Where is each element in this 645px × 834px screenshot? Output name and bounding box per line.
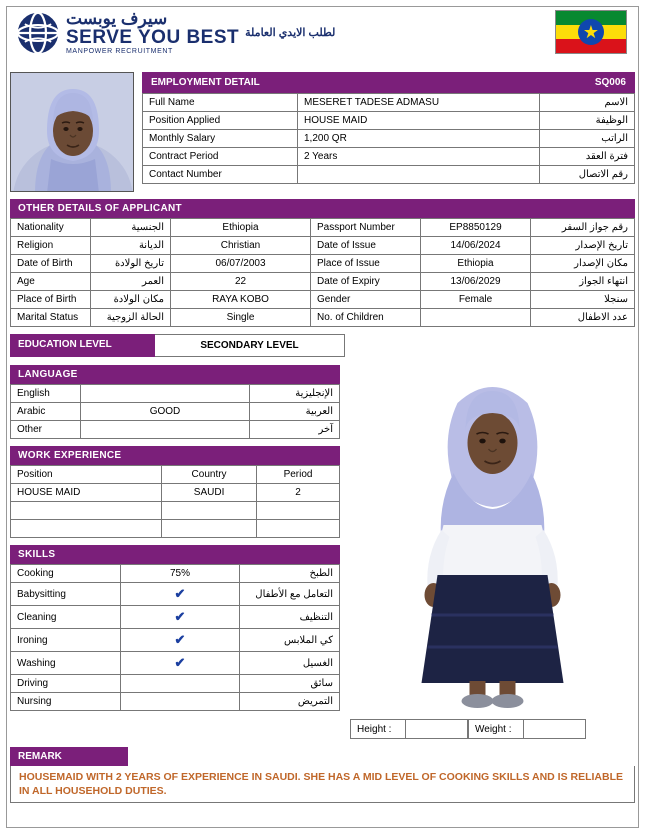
row-value-2: 14/06/2024 xyxy=(421,237,531,255)
language-section-title: LANGUAGE xyxy=(10,365,340,384)
row-value xyxy=(298,166,540,184)
table-row xyxy=(11,219,635,237)
table-row xyxy=(11,652,340,675)
row-value: 06/07/2003 xyxy=(171,255,311,273)
table-row xyxy=(11,520,340,538)
row-label: Monthly Salary xyxy=(143,130,298,148)
skill-label: Driving xyxy=(11,675,121,693)
remark-title: REMARK xyxy=(10,747,128,766)
table-row xyxy=(143,112,635,130)
left-column xyxy=(10,365,340,739)
table-row xyxy=(11,403,340,421)
row-label: Other xyxy=(11,421,81,439)
row-value-2: 13/06/2029 xyxy=(421,273,531,291)
table-row xyxy=(11,291,635,309)
row-label: Nationality xyxy=(11,219,91,237)
table-row xyxy=(143,148,635,166)
row-value: 1,200 QR xyxy=(298,130,540,148)
row-label-2: No. of Children xyxy=(311,309,421,327)
row-value: HOUSE MAID xyxy=(298,112,540,130)
row-label-2: Date of Expiry xyxy=(311,273,421,291)
row-arabic-2: انتهاء الجواز xyxy=(531,273,635,291)
full-body-illustration xyxy=(350,365,635,715)
row-value: 22 xyxy=(171,273,311,291)
cell-position: HOUSE MAID xyxy=(11,484,162,502)
row-label: Arabic xyxy=(11,403,81,421)
portrait-illustration xyxy=(11,73,134,192)
table-row xyxy=(11,502,340,520)
skill-value xyxy=(120,693,240,711)
row-arabic-2: رقم جواز السفر xyxy=(531,219,635,237)
row-value-2 xyxy=(421,309,531,327)
other-details-block xyxy=(10,199,635,327)
row-arabic-label: الجنسية xyxy=(91,219,171,237)
education-level-row xyxy=(10,334,635,357)
row-arabic-label: الحالة الزوجية xyxy=(91,309,171,327)
row-label: Position Applied xyxy=(143,112,298,130)
skill-value: ✔ xyxy=(120,629,240,652)
row-value-2: Ethiopia xyxy=(421,255,531,273)
skill-arabic: التمريض xyxy=(240,693,340,711)
row-label: Full Name xyxy=(143,94,298,112)
skills-section-title: SKILLS xyxy=(10,545,340,564)
brand-name: SERVE YOU BEST xyxy=(66,26,240,48)
row-value: RAYA KOBO xyxy=(171,291,311,309)
skill-value xyxy=(120,675,240,693)
row-value-2: Female xyxy=(421,291,531,309)
weight-value[interactable] xyxy=(524,719,586,739)
education-level-label: EDUCATION LEVEL xyxy=(10,334,155,357)
table-row xyxy=(143,166,635,184)
skill-label: Cleaning xyxy=(11,606,121,629)
cell-country xyxy=(162,520,257,538)
row-value: 2 Years xyxy=(298,148,540,166)
row-label: Date of Birth xyxy=(11,255,91,273)
row-arabic-2: سنجلا xyxy=(531,291,635,309)
cell-period: 2 xyxy=(257,484,340,502)
row-arabic: الاسم xyxy=(540,94,635,112)
table-row xyxy=(11,675,340,693)
table-row xyxy=(11,237,635,255)
employment-detail-header xyxy=(142,72,635,93)
skill-label: Washing xyxy=(11,652,121,675)
row-label: Age xyxy=(11,273,91,291)
weight-label: Weight : xyxy=(468,719,524,739)
work-experience-table xyxy=(10,465,340,538)
skill-label: Cooking xyxy=(11,565,121,583)
row-value-2: EP8850129 xyxy=(421,219,531,237)
right-column xyxy=(350,365,635,739)
row-value xyxy=(81,385,250,403)
row-label: English xyxy=(11,385,81,403)
row-value xyxy=(81,421,250,439)
applicant-full-body-photo xyxy=(350,365,635,715)
row-label: Religion xyxy=(11,237,91,255)
cell-period xyxy=(257,502,340,520)
remark-text: HOUSEMAID WITH 2 YEARS OF EXPERIENCE IN SAUDI. SHE HAS A MID LEVEL OF COOKING SKILLS AND IS RELIABLE IN ALL HOUSEHOLD DUTIES. xyxy=(10,766,635,803)
table-row xyxy=(11,484,340,502)
table-row xyxy=(11,309,635,327)
brand-subtitle: MANPOWER RECRUITMENT xyxy=(66,47,173,55)
brand-logo xyxy=(16,10,335,55)
skill-value: ✔ xyxy=(120,652,240,675)
skill-arabic: التعامل مع الأطفال xyxy=(240,583,340,606)
skill-arabic: الطبخ xyxy=(240,565,340,583)
employment-detail-table xyxy=(142,93,635,184)
row-arabic: آخر xyxy=(250,421,340,439)
cell-position xyxy=(11,502,162,520)
row-label: Marital Status xyxy=(11,309,91,327)
cell-country: SAUDI xyxy=(162,484,257,502)
row-label: Contract Period xyxy=(143,148,298,166)
row-label-2: Place of Issue xyxy=(311,255,421,273)
table-row xyxy=(11,255,635,273)
brand-arabic-sub: لطلب الايدي العاملة xyxy=(245,27,336,40)
other-details-title: OTHER DETAILS OF APPLICANT xyxy=(10,199,635,218)
brand-arabic-top: سيرف يوبست xyxy=(66,9,168,28)
applicant-portrait-photo xyxy=(10,72,134,192)
row-arabic: العربية xyxy=(250,403,340,421)
skill-arabic: الغسيل xyxy=(240,652,340,675)
table-row xyxy=(11,583,340,606)
table-row xyxy=(11,565,340,583)
row-value: GOOD xyxy=(81,403,250,421)
other-details-table xyxy=(10,218,635,327)
education-level-value: SECONDARY LEVEL xyxy=(155,334,345,357)
row-arabic: الوظيفة xyxy=(540,112,635,130)
row-arabic-2: عدد الاطفال xyxy=(531,309,635,327)
row-arabic: فترة العقد xyxy=(540,148,635,166)
top-section xyxy=(10,72,635,192)
globe-icon xyxy=(16,11,60,55)
row-label: Place of Birth xyxy=(11,291,91,309)
applicant-code: SQ006 xyxy=(594,77,626,88)
row-arabic: رقم الاتصال xyxy=(540,166,635,184)
row-arabic: الراتب xyxy=(540,130,635,148)
skill-value: 75% xyxy=(120,565,240,583)
skill-label: Babysitting xyxy=(11,583,121,606)
height-value[interactable] xyxy=(406,719,468,739)
column-header-period: Period xyxy=(257,466,340,484)
height-label: Height : xyxy=(350,719,406,739)
skill-value: ✔ xyxy=(120,606,240,629)
table-row xyxy=(11,629,340,652)
table-header-row xyxy=(11,466,340,484)
skills-table xyxy=(10,564,340,711)
table-row xyxy=(11,385,340,403)
table-row xyxy=(11,421,340,439)
column-header-country: Country xyxy=(162,466,257,484)
column-header-position: Position xyxy=(11,466,162,484)
row-value: Christian xyxy=(171,237,311,255)
lower-section xyxy=(10,365,635,739)
page-header xyxy=(10,8,635,70)
cell-position xyxy=(11,520,162,538)
table-row xyxy=(11,606,340,629)
table-row xyxy=(11,693,340,711)
row-label-2: Date of Issue xyxy=(311,237,421,255)
table-row xyxy=(143,94,635,112)
skill-arabic: سائق xyxy=(240,675,340,693)
remark-block xyxy=(10,747,635,803)
row-arabic: الإنجليزية xyxy=(250,385,340,403)
row-arabic-label: العمر xyxy=(91,273,171,291)
row-label-2: Passport Number xyxy=(311,219,421,237)
employment-section-title: EMPLOYMENT DETAIL xyxy=(151,77,260,88)
cell-period xyxy=(257,520,340,538)
measurements-row xyxy=(350,719,635,739)
table-row xyxy=(11,273,635,291)
skill-arabic: كي الملابس xyxy=(240,629,340,652)
employment-detail-block xyxy=(142,72,635,184)
row-label: Contact Number xyxy=(143,166,298,184)
table-row xyxy=(143,130,635,148)
language-table xyxy=(10,384,340,439)
row-arabic-2: تاريخ الإصدار xyxy=(531,237,635,255)
row-value: Single xyxy=(171,309,311,327)
row-arabic-label: مكان الولادة xyxy=(91,291,171,309)
row-arabic-label: تاريخ الولادة xyxy=(91,255,171,273)
skill-label: Ironing xyxy=(11,629,121,652)
cell-country xyxy=(162,502,257,520)
row-label-2: Gender xyxy=(311,291,421,309)
row-value: Ethiopia xyxy=(171,219,311,237)
row-arabic-label: الديانة xyxy=(91,237,171,255)
skill-arabic: التنظيف xyxy=(240,606,340,629)
skill-label: Nursing xyxy=(11,693,121,711)
ethiopia-flag-icon: ★ xyxy=(555,10,627,54)
row-value: MESERET TADESE ADMASU xyxy=(298,94,540,112)
row-arabic-2: مكان الإصدار xyxy=(531,255,635,273)
work-experience-section-title: WORK EXPERIENCE xyxy=(10,446,340,465)
skill-value: ✔ xyxy=(120,583,240,606)
